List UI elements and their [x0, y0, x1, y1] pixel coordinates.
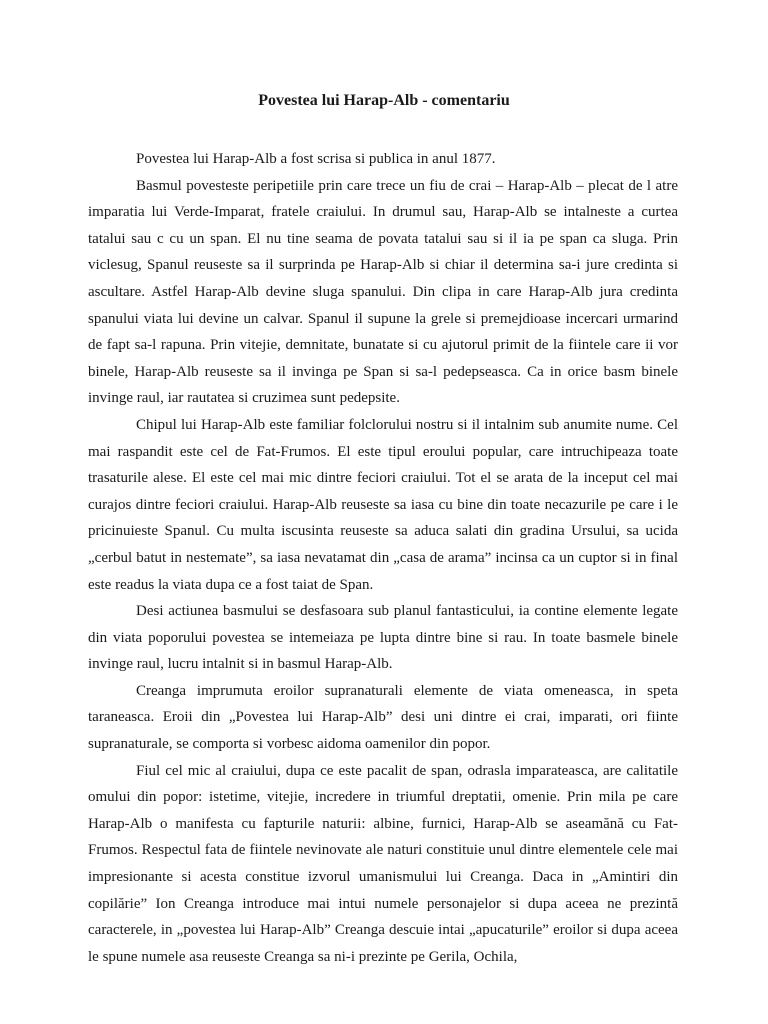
paragraph-publication: Povestea lui Harap-Alb a fost scrisa si publica in anul 1877. — [136, 151, 496, 167]
document-body — [88, 146, 678, 970]
document-title: Povestea lui Harap-Alb - comentariu — [258, 92, 510, 109]
paragraph-youngest-son: Fiul cel mic al craiului, dupa ce este pacalit de span, odrasla imparateasca, are calitatile omului din popor: istetime, vitejie, incredere in triumful dreptatii, omenie. Prin mila pe care Harap-Alb o manifesta cu fapturile naturii: albine, furnici, Harap-Alb se aseamănă cu Fat-Frumos. Respectul fata de fiintele nevinovate ale naturi constituie unul dintre elementele cele mai impresionante si acesta constitue izvorul umanismului lui Creanga. Daca in „Amintiri din copilărie” Ion Creanga introduce mai intui numele personajelor si dupa aceea ne prezintă caracterele, in „povestea lui Harap-Alb” Creanga descuie intai „apucaturile” eroilor si dupa aceea le spune numele asa reuseste Creanga sa ni-i prezinte pe Gerila, Ochila, — [88, 762, 678, 965]
paragraph-plot: Basmul povesteste peripetiile prin care trece un fiu de crai – Harap-Alb – plecat de l atre imparatia lui Verde-Imparat, fratele craiului. In drumul sau, Harap-Alb se intalneste a curtea tatalui sau c cu un span. El nu tine seama de povata tatalui sau si il ia pe span ca sluga. Prin viclesug, Spanul reuseste sa il surprinda pe Harap-Alb si chiar il determina sa-i jure credinta si ascultare. Astfel Harap-Alb devine sluga spanului. Din clipa in care Harap-Alb jura credinta spanului viata lui devine un calvar. Spanul il supune la grele si premejdioase incercari urmarind de fapt sa-l rapuna. Prin vitejie, demnitate, bunatate si cu ajutorul primit de la fiintele care ii vor binele, Harap-Alb reuseste sa il invinga pe Span si sa-l pedepseasca. Ca in orice basm binele invinge raul, iar rautatea si cruzimea sunt pedepsite. — [88, 177, 678, 407]
paragraph-character: Chipul lui Harap-Alb este familiar folclorului nostru si il intalnim sub anumite nume. Cel mai raspandit este cel de Fat-Frumos. El este tipul eroului popular, care intruchipeaza toate trasaturile alese. El este cel mai mic dintre feciori craiului. Tot el se arata de la inceput cel mai curajos dintre feciori craiului. Harap-Alb reuseste sa iasa cu bine din toate necazurile pe care i le pricinuieste Spanul. Cu multa iscusinta reuseste sa aduca salati din gradina Ursului, sa ucida „cerbul batut in nestemate”, sa iasa nevatamat din „casa de arama” incinsa ca un cuptor si in final este readus la viata dupa ce a fost taiat de Span. — [88, 416, 678, 593]
paragraph-peasant-traits: Creanga imprumuta eroilor supranaturali elemente de viata omeneasca, in speta taraneasca. Eroii din „Povestea lui Harap-Alb” desi uni dintre ei crai, imparati, ori fiinte supranaturale, se comporta si vorbesc aidoma oamenilor din popor. — [88, 682, 678, 753]
paragraph-fantastic: Desi actiunea basmului se desfasoara sub planul fantasticului, ia contine elemente legate din viata poporului povestea se intemeiaza pe lupta dintre bine si rau. In toate basmele binele invinge raul, lucru intalnit si in basmul Harap-Alb. — [88, 603, 678, 673]
